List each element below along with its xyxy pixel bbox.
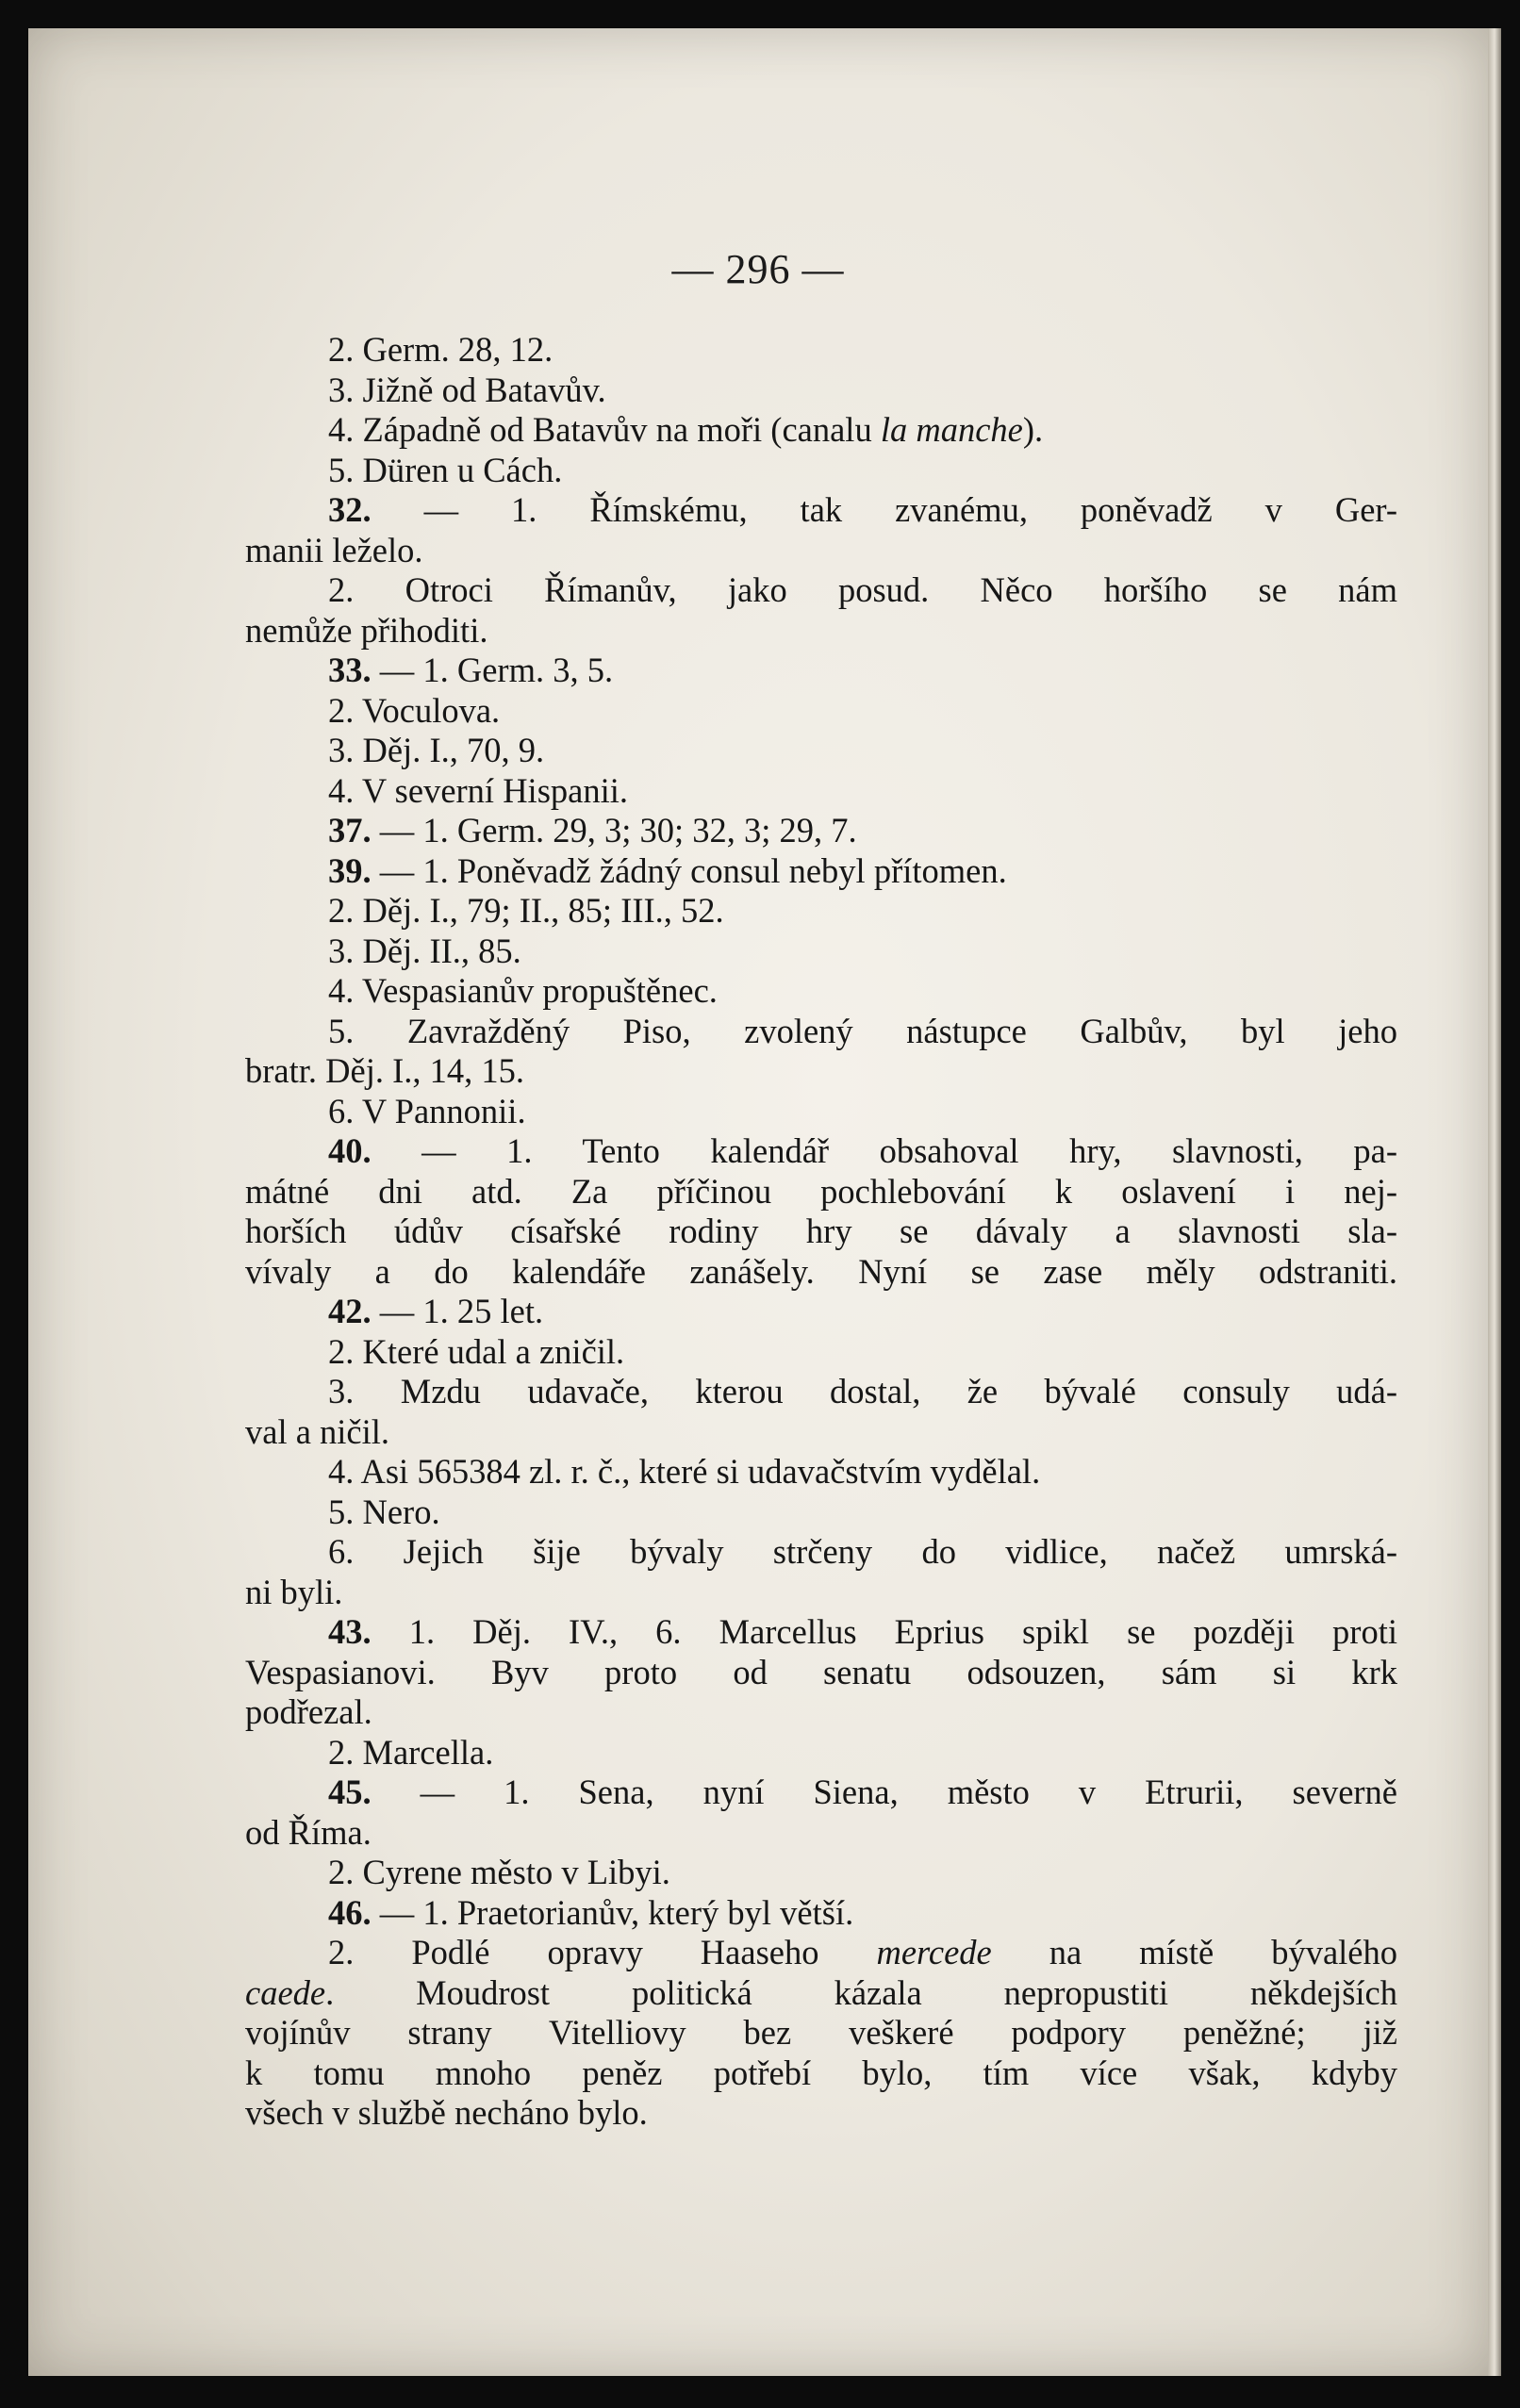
note-line: 3. Děj. II., 85. (328, 931, 521, 970)
note-line: mátné dni atd. Za příčinou pochlebování k oslavení i nej- (245, 1171, 1397, 1211)
note-line: 5. Zavražděný Piso, zvolený nástupce Galbův, byl jeho (328, 1011, 1397, 1050)
note-line: 5. Düren u Cách. (328, 450, 563, 489)
note-line (245, 651, 1397, 691)
note-line: 2. Voculova. (328, 690, 501, 730)
note-line: od Říma. (245, 1812, 372, 1852)
note-line (245, 1893, 1397, 1934)
note-line (245, 410, 1397, 451)
note-line: nemůže přihoditi. (245, 610, 488, 650)
note-text: — 1. Sena, nyní Siena, město v Etrurii, severně (371, 1773, 1397, 1811)
note-text: na místě bývalého (991, 1933, 1397, 1971)
note-line (245, 1292, 1397, 1332)
note-text: 1. Děj. IV., 6. Marcellus Eprius spikl se později proti (371, 1612, 1397, 1651)
page-number: — 296 — (671, 246, 845, 292)
page-edge (1488, 28, 1501, 2376)
note-text: ). (1022, 410, 1044, 449)
note-line (245, 1612, 1397, 1653)
chapter-number: 37. (328, 811, 372, 849)
note-line (245, 490, 1397, 531)
note-line: 3. Mzdu udavače, kterou dostal, že bývalé consuly udá- (328, 1372, 1397, 1410)
note-line: vívaly a do kalendáře zanášely. Nyní se zase měly odstraniti. (245, 1251, 1397, 1291)
note-text: — 1. Germ. 29, 3; 30; 32, 3; 29, 7. (371, 811, 857, 849)
note-text: — 1. 25 let. (371, 1292, 544, 1330)
notes-text (245, 330, 1397, 2134)
note-line: vojínův strany Vitelliovy bez veškeré podpory peněžné; již (245, 2013, 1397, 2052)
note-text: — 1. Poněvadž žádný consul nebyl přítomen. (371, 850, 1007, 890)
note-line: 6. V Pannonii. (328, 1091, 526, 1130)
chapter-number: 40. (328, 1131, 372, 1170)
note-line (245, 1933, 1397, 1973)
note-line (245, 1131, 1397, 1172)
note-line: 6. Jejich šije bývaly strčeny do vidlice, načež umrská- (328, 1532, 1397, 1571)
note-text: — 1. Tento kalendář obsahoval hry, slavnosti, pa- (371, 1131, 1397, 1170)
note-line (245, 811, 1397, 851)
note-line: 3. Děj. I., 70, 9. (328, 731, 545, 769)
note-line: 2. Marcella. (328, 1732, 494, 1772)
chapter-number: 32. (328, 490, 372, 529)
note-line: 4. Vespasianův propuštěnec. (328, 971, 718, 1010)
note-text: 2. Podlé opravy Haaseho (328, 1933, 877, 1971)
chapter-number: 46. (328, 1892, 372, 1932)
note-italic: mercede (876, 1933, 992, 1971)
note-text: — 1. Germ. 3, 5. (371, 651, 614, 689)
note-line: 2. Které udal a zničil. (328, 1331, 625, 1371)
note-line: val a ničil. (245, 1411, 390, 1451)
note-text: 4. Západně od Batavův na moři (canalu (328, 410, 881, 449)
note-text: — 1. Římskému, tak zvanému, poněvadž v Ger- (371, 490, 1397, 529)
note-line: 4. V severní Hispanii. (328, 770, 629, 810)
note-line: 2. Cyrene město v Libyi. (328, 1853, 670, 1891)
note-line (245, 851, 1397, 892)
chapter-number: 43. (328, 1612, 372, 1651)
book-page (28, 28, 1488, 2376)
note-line: 4. Asi 565384 zl. r. č., které si udavačstvím vydělal. (328, 1452, 1041, 1491)
note-italic: caede (245, 1972, 326, 2012)
note-text: — 1. Praetorianův, který byl větší. (371, 1892, 854, 1932)
note-line: k tomu mnoho peněz potřebí bylo, tím více však, kdyby (245, 2053, 1397, 2092)
note-text: . Moudrost politická kázala nepropustiti někdejších (325, 1972, 1397, 2012)
note-line: bratr. Děj. I., 14, 15. (245, 1051, 524, 1090)
chapter-number: 45. (328, 1773, 372, 1811)
chapter-number: 42. (328, 1292, 372, 1330)
note-line (245, 1973, 1397, 2014)
note-line: Vespasianovi. Byv proto od senatu odsouzen, sám si krk (245, 1652, 1397, 1691)
note-italic: la manche (880, 410, 1023, 449)
note-line: 2. Otroci Římanův, jako posud. Něco horšího se nám (328, 570, 1397, 609)
chapter-number: 39. (328, 850, 372, 890)
note-line (245, 1773, 1397, 1813)
note-line: 3. Jižně od Batavův. (328, 370, 606, 409)
note-line: horších údův císařské rodiny hry se dávaly a slavnosti sla- (245, 1212, 1397, 1250)
note-line: manii leželo. (245, 530, 423, 569)
note-line: ni byli. (245, 1572, 343, 1611)
note-line: 5. Nero. (328, 1492, 440, 1531)
note-line: 2. Děj. I., 79; II., 85; III., 52. (328, 891, 724, 930)
note-line: podřezal. (245, 1692, 372, 1731)
note-line: 2. Germ. 28, 12. (328, 330, 553, 369)
note-line: všech v službě necháno bylo. (245, 2093, 648, 2132)
chapter-number: 33. (328, 651, 372, 689)
